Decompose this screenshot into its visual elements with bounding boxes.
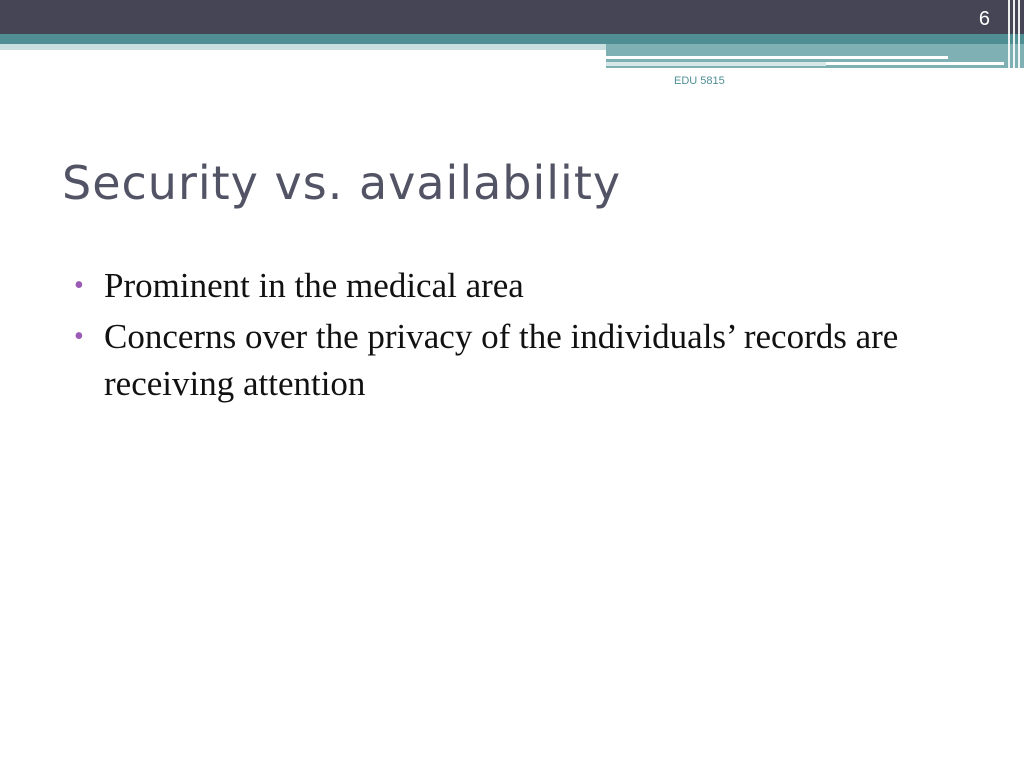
bullet-item xyxy=(72,262,952,309)
header-right-line xyxy=(606,56,948,59)
course-label: EDU 5815 xyxy=(674,75,725,87)
header-right-line xyxy=(606,62,826,66)
bullet-text: Prominent in the medical area xyxy=(104,266,524,305)
slide-title: Security vs. availability xyxy=(62,156,622,210)
bullet-marker-icon: • xyxy=(74,321,84,352)
bullet-item xyxy=(72,313,952,407)
header-light-band xyxy=(0,44,606,50)
bullet-marker-icon: • xyxy=(74,270,84,301)
header-band xyxy=(0,0,1024,34)
header-right-line xyxy=(826,62,1004,65)
vertical-line xyxy=(1008,0,1010,70)
header-accent-band xyxy=(0,34,1024,44)
header-vertical-lines xyxy=(1006,0,1024,70)
bullet-text: Concerns over the privacy of the individuals’ records are receiving attention xyxy=(104,317,899,403)
vertical-line xyxy=(1018,0,1020,70)
vertical-line xyxy=(1013,0,1015,70)
bullet-list xyxy=(72,262,952,411)
page-number: 6 xyxy=(978,8,990,30)
